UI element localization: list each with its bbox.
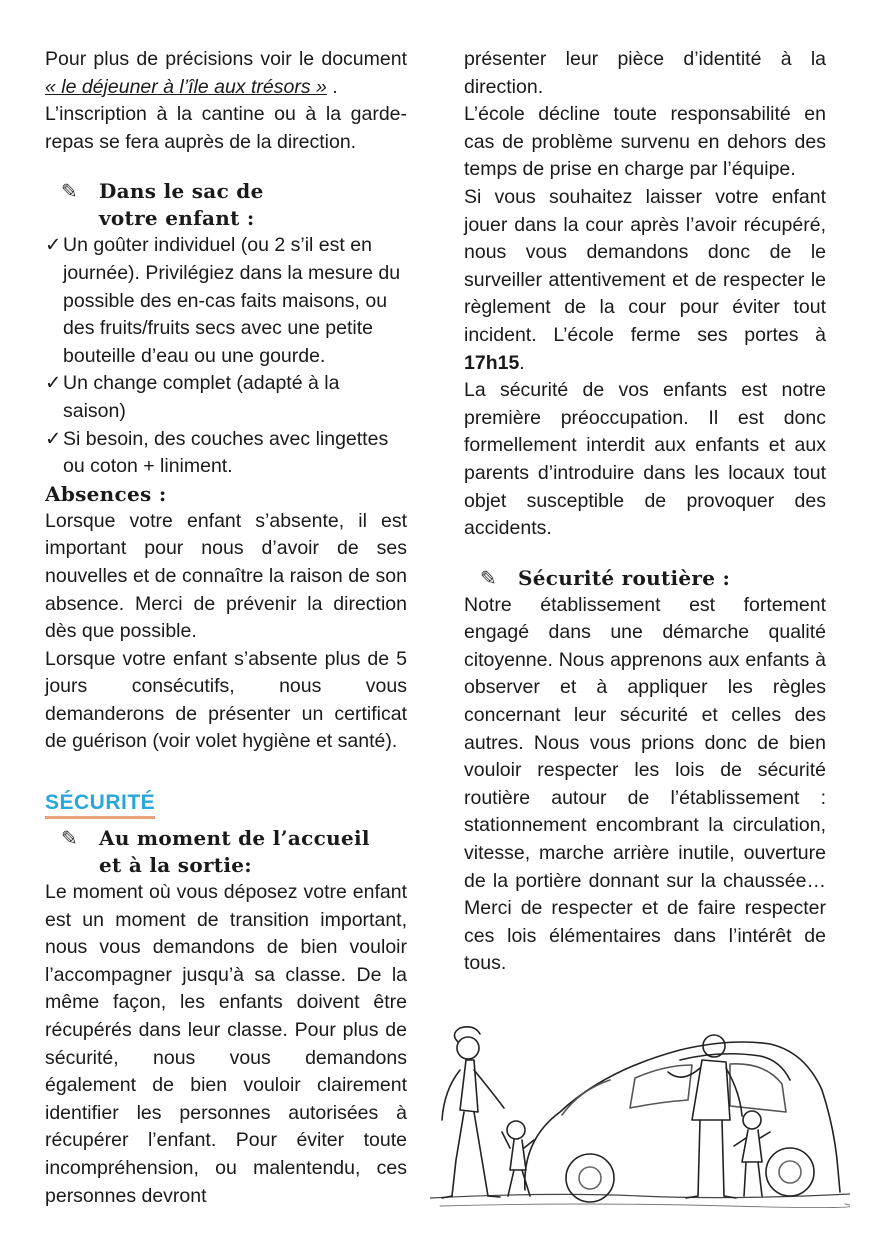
bag-title-line2: votre enfant : xyxy=(99,206,255,231)
check-icon: ✓ xyxy=(45,427,62,450)
pencil-icon: ✎ xyxy=(480,565,498,590)
intro-text: Pour plus de précisions voir le document xyxy=(45,48,407,70)
accueil-title-line1: Au moment de l’accueil xyxy=(99,826,370,851)
bag-subheading xyxy=(61,178,407,232)
identity-paragraph: présenter leur pièce d’identité à la direction. xyxy=(464,48,826,98)
routiere-paragraph: Notre établissement est fortement engagé dans une démarche qualité citoyenne. Nous apprenons aux enfants à observer et à appliquer les règles concernant leur sécurité et celles des autres. Nous vous prions donc de bien vouloir respecter les lois de sécurité routière autour de l’établissement : stationnement encombrant la circulation, vitesse, marche arrière inutile, ouverture de la portière donnant sur la chaussée… Merci de respecter et de faire respecter ces lois élémentaires dans l’intérêt de tous. xyxy=(464,593,826,975)
routiere-subheading xyxy=(480,565,826,592)
routiere-title: Sécurité routière : xyxy=(518,565,731,590)
intro-paragraph xyxy=(45,46,407,101)
pencil-icon: ✎ xyxy=(61,826,79,851)
family-car-illustration xyxy=(430,1020,850,1215)
inscription-paragraph: L’inscription à la cantine ou à la garde-repas se fera auprès de la direction. xyxy=(45,103,407,153)
check-icon: ✓ xyxy=(45,234,62,257)
right-column xyxy=(464,46,826,978)
bag-checklist xyxy=(45,232,407,480)
absences-paragraph-1: Lorsque votre enfant s’absente, il est important pour nous d’avoir de ses nouvelles et de connaître la raison de son absence. Merci de prévenir la direction dès que possible. xyxy=(45,509,407,643)
bag-title-line1: Dans le sac de xyxy=(99,179,264,204)
list-item: ✓ Si besoin, des couches avec lingettes ou coton + liniment. xyxy=(45,427,389,478)
left-column xyxy=(45,46,407,1210)
responsibility-paragraph: L’école décline toute responsabilité en cas de problème survenu en dehors des temps de prise en charge par l’équipe. xyxy=(464,103,826,181)
accueil-subheading xyxy=(61,825,407,879)
absences-paragraph-2: Lorsque votre enfant s’absente plus de 5 jours consécutifs, nous vous demanderons de présenter un certificat de guérison (voir volet hygiène et santé). xyxy=(45,647,407,753)
check-icon: ✓ xyxy=(45,372,62,395)
playground-paragraph: Si vous souhaitez laisser votre enfant jouer dans la cour après l’avoir récupéré, nous vous demandons donc de le surveiller attentivement et de respecter le règlement de la cour pour éviter tout incident. L’école ferme ses portes à 17h15. xyxy=(464,185,826,374)
absences-heading: Absences : xyxy=(45,481,167,506)
securite-section-title: SÉCURITÉ xyxy=(45,791,155,819)
accueil-title-line2: et à la sortie: xyxy=(99,853,252,878)
intro-after: . xyxy=(326,75,338,98)
accueil-paragraph: Le moment où vous déposez votre enfant est un moment de transition important, nous vous demandons de bien vouloir l’accompagner jusqu’à sa classe. De la même façon, les enfants doivent être récupérés dans leur classe. Pour plus de sécurité, nous vous demandons également de bien vouloir clairement identifier les personnes autorisées à récupérer l’enfant. Pour éviter toute incompréhension, ou malentendu, ces personnes devront xyxy=(45,881,407,1207)
dejeuner-document-link[interactable]: « le déjeuner à l’île aux trésors » xyxy=(45,75,327,98)
pencil-icon: ✎ xyxy=(61,179,79,204)
safety-paragraph: La sécurité de vos enfants est notre première préoccupation. Il est donc formellement interdit aux enfants et aux parents d’introduire dans les locaux tout objet susceptible de provoquer des accidents. xyxy=(464,379,826,540)
list-item: ✓ Un change complet (adapté à la saison) xyxy=(45,372,340,422)
closing-time: 17h15 xyxy=(464,351,520,374)
list-item: ✓ Un goûter individuel (ou 2 s’il est en journée). Privilégiez dans la mesure du possible des en-cas faits maisons, ou des fruits/fruits secs avec une petite bouteille d’eau ou une gourde. xyxy=(45,234,401,367)
